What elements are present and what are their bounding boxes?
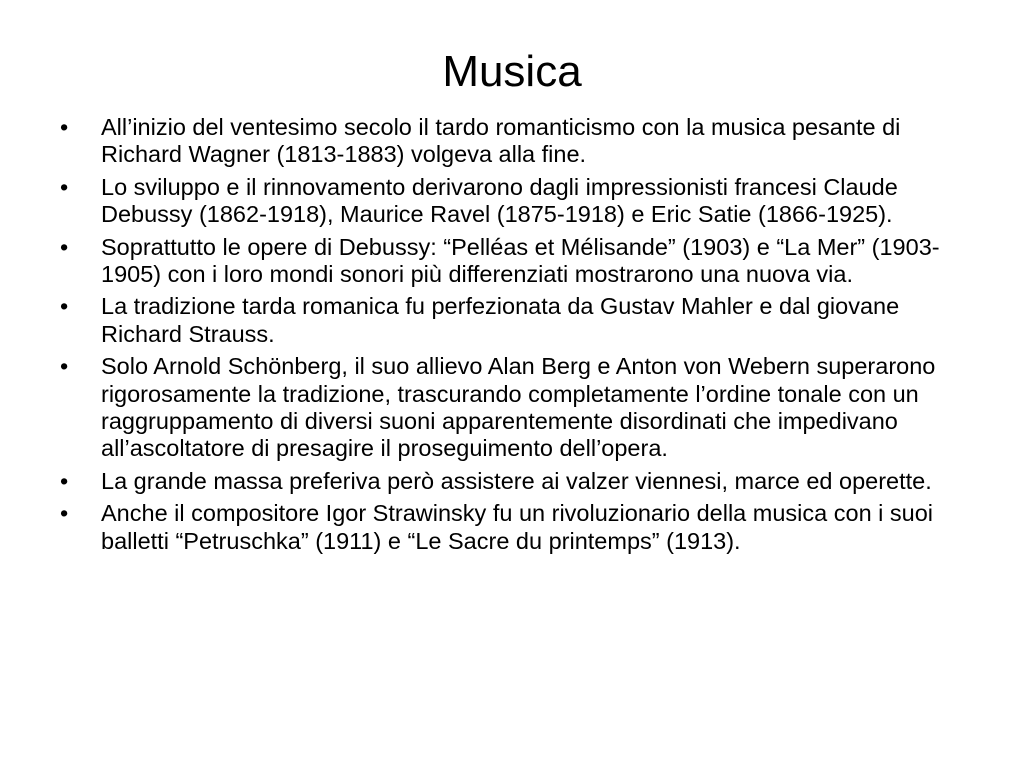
bullet-item [56, 500, 986, 555]
bullet-text: Soprattutto le opere di Debussy: “Pelléas et Mélisande” (1903) e “La Mer” (1903-1905) con i loro mondi sonori più differenziati mostrarono una nuova via. [101, 233, 940, 288]
bullet-item [56, 468, 986, 495]
bullet-marker: • [60, 500, 69, 527]
bullet-item [56, 293, 986, 348]
bullet-text: La tradizione tarda romanica fu perfezionata da Gustav Mahler e dal giovane Richard Strauss. [101, 293, 900, 347]
bullet-marker: • [60, 233, 69, 260]
bullet-marker: • [60, 293, 69, 320]
slide-title: Musica [442, 47, 582, 96]
bullet-item [56, 174, 986, 229]
bullet-list [56, 114, 986, 560]
bullet-marker: • [60, 114, 69, 140]
bullet-text: Solo Arnold Schönberg, il suo allievo Alan Berg e Anton von Webern superarono rigorosamente la tradizione, trascurando completamente l’ordine tonale con un raggruppamento di diversi suoni apparentemente disordinati che impedivano all’ascoltatore di presagire il proseguimento dell’opera. [101, 353, 936, 462]
bullet-item [56, 114, 986, 169]
bullet-text: All’inizio del ventesimo secolo il tardo romanticismo con la musica pesante di Richard Wagner (1813-1883) volgeva alla fine. [101, 114, 901, 168]
bullet-item [56, 234, 986, 289]
bullet-text: La grande massa preferiva però assistere ai valzer viennesi, marce ed operette. [101, 467, 932, 494]
bullet-marker: • [60, 353, 69, 380]
bullet-marker: • [60, 173, 69, 200]
bullet-item [56, 353, 986, 463]
bullet-marker: • [60, 467, 69, 494]
bullet-text: Anche il compositore Igor Strawinsky fu un rivoluzionario della musica con i suoi balletti “Petruschka” (1911) e “Le Sacre du printemps” (1913). [101, 500, 934, 554]
bullet-text: Lo sviluppo e il rinnovamento derivarono dagli impressionisti francesi Claude Debussy (1862-1918), Maurice Ravel (1875-1918) e Eric Satie (1866-1925). [101, 173, 898, 228]
